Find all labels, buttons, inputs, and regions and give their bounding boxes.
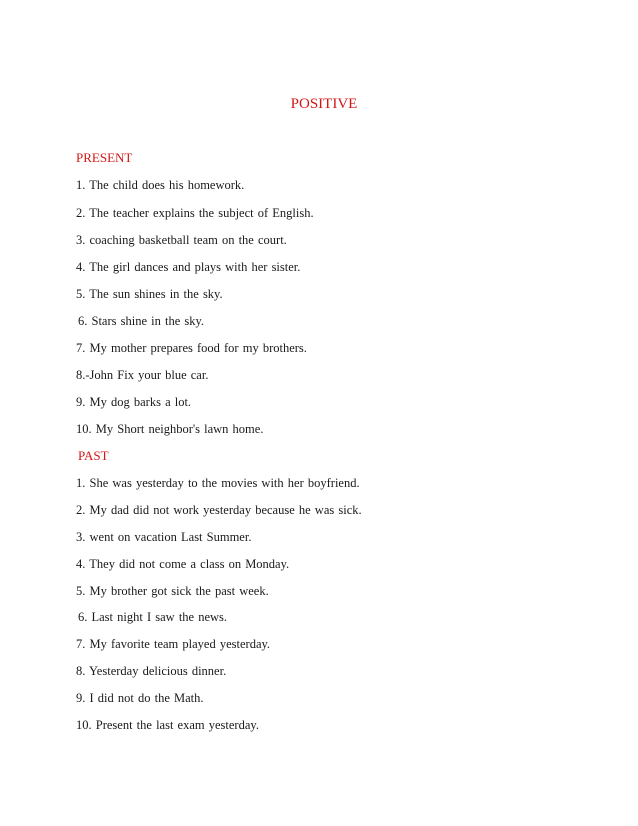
past-item-5: 5. My brother got sick the past week.	[76, 584, 269, 598]
present-item-2: 2. The teacher explains the subject of English.	[76, 206, 314, 220]
present-item-6: 6. Stars shine in the sky.	[78, 314, 205, 328]
past-item-3: 3. went on vacation Last Summer.	[76, 530, 252, 544]
present-item-7: 7. My mother prepares food for my brothers.	[76, 341, 307, 355]
present-item-5: 5. The sun shines in the sky.	[76, 287, 223, 301]
past-item-7: 7. My favorite team played yesterday.	[76, 637, 271, 651]
past-item-6: 6. Last night I saw the news.	[78, 610, 228, 624]
section-label-past: PAST	[78, 448, 109, 463]
past-item-9: 9. I did not do the Math.	[76, 691, 204, 705]
past-item-10: 10. Present the last exam yesterday.	[76, 718, 259, 732]
past-item-1: 1. She was yesterday to the movies with her boyfriend.	[76, 476, 360, 490]
past-item-8: 8. Yesterday delicious dinner.	[76, 664, 227, 678]
present-item-3: 3. coaching basketball team on the court.	[76, 233, 287, 247]
present-item-10: 10. My Short neighbor's lawn home.	[76, 422, 264, 436]
section-label-present: PRESENT	[76, 150, 133, 165]
document-title: POSITIVE	[290, 96, 358, 112]
present-item-4: 4. The girl dances and plays with her sister.	[76, 260, 301, 274]
present-item-1: 1. The child does his homework.	[76, 178, 245, 192]
present-item-9: 9. My dog barks a lot.	[76, 395, 192, 409]
present-item-8: 8.-John Fix your blue car.	[76, 368, 209, 382]
past-item-2: 2. My dad did not work yesterday because he was sick.	[76, 503, 362, 517]
past-item-4: 4. They did not come a class on Monday.	[76, 557, 290, 571]
